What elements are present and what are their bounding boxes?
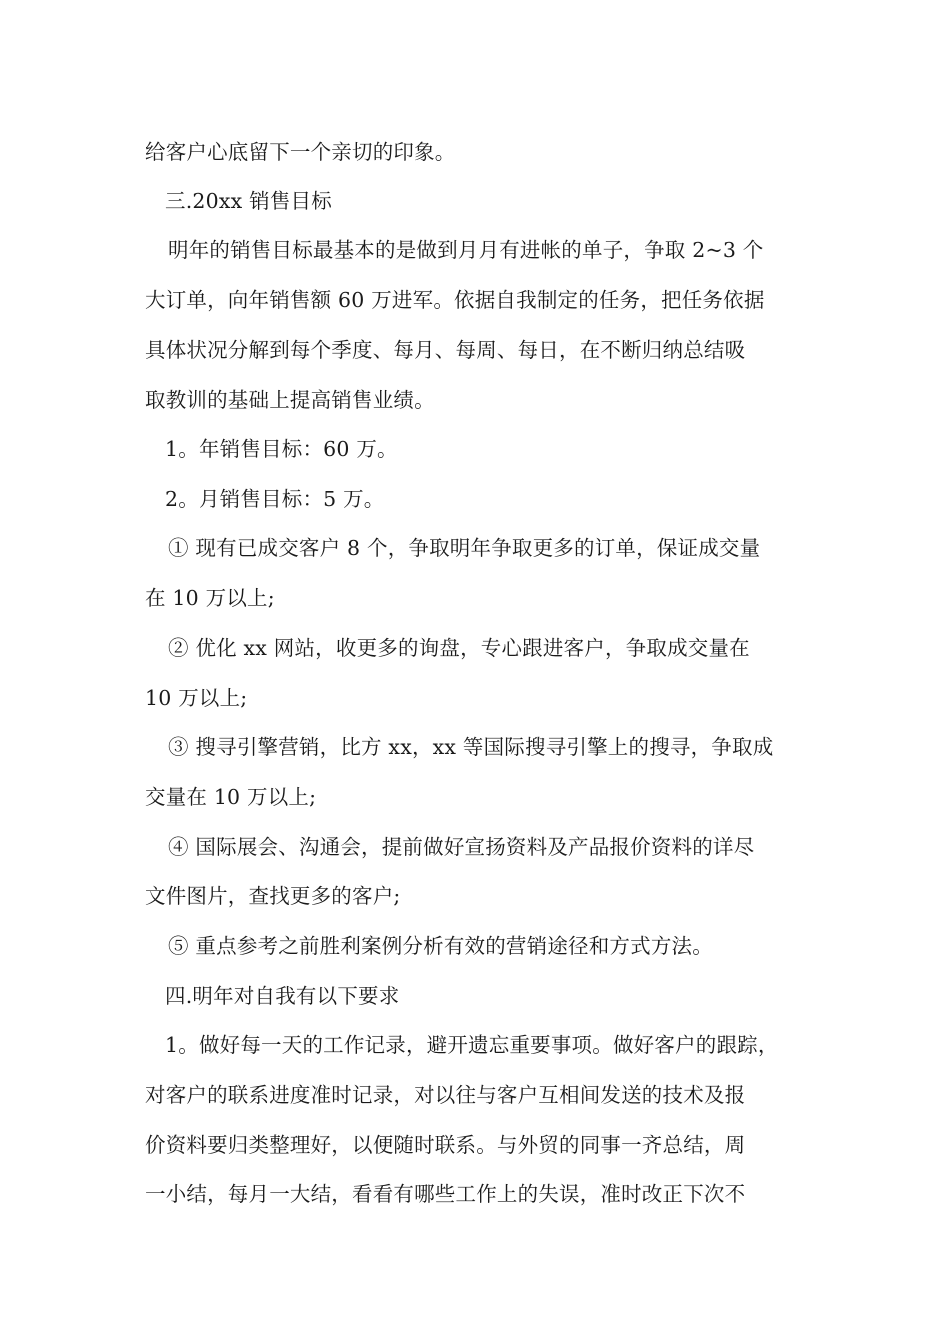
- list-item-5: ⑤ 重点参考之前胜利案例分析有效的营销途径和方式方法。: [168, 934, 713, 958]
- text-line-6: 取教训的基础上提高销售业绩。: [145, 388, 435, 412]
- text-line-5: 具体状况分解到每个季度、每月、每周、每日，在不断归纳总结吸: [145, 338, 746, 362]
- list-item-2: ② 优化 xx 网站，收更多的询盘，专心跟进客户，争取成交量在: [168, 636, 750, 660]
- list-item-3: ③ 搜寻引擎营销，比方 xx，xx 等国际搜寻引擎上的搜寻，争取成: [168, 735, 774, 759]
- text-line-21: 价资料要归类整理好，以便随时联系。与外贸的同事一齐总结，周: [145, 1133, 746, 1157]
- text-line-14: 交量在 10 万以上;: [145, 785, 317, 809]
- text-line-20: 对客户的联系进度准时记录，对以往与客户互相间发送的技术及报: [145, 1083, 746, 1107]
- list-item-annual-goal: 1。年销售目标：60 万。: [165, 437, 398, 461]
- text-line-1: 给客户心底留下一个亲切的印象。: [145, 140, 456, 164]
- list-item-monthly-goal: 2。月销售目标：5 万。: [165, 487, 385, 511]
- list-item-4: ④ 国际展会、沟通会，提前做好宣扬资料及产品报价资料的详尽: [168, 835, 755, 859]
- text-line-4: 大订单，向年销售额 60 万进军。依据自我制定的任务，把任务依据: [145, 288, 765, 312]
- section-heading-sales-goals: 三.20xx 销售目标: [165, 189, 332, 213]
- section-heading-requirements: 四.明年对自我有以下要求: [165, 984, 400, 1008]
- text-line-16: 文件图片，查找更多的客户;: [145, 884, 401, 908]
- list-item-requirement-1: 1。做好每一天的工作记录，避开遗忘重要事项。做好客户的跟踪，: [165, 1033, 779, 1057]
- text-line-10: 在 10 万以上;: [145, 586, 275, 610]
- list-item-1: ① 现有已成交客户 8 个，争取明年争取更多的订单，保证成交量: [168, 536, 761, 560]
- text-line-12: 10 万以上;: [145, 686, 248, 710]
- text-line-3: 明年的销售目标最基本的是做到月月有进帐的单子，争取 2~3 个: [168, 238, 764, 262]
- text-line-22: 一小结，每月一大结，看看有哪些工作上的失误，准时改正下次不: [145, 1182, 746, 1206]
